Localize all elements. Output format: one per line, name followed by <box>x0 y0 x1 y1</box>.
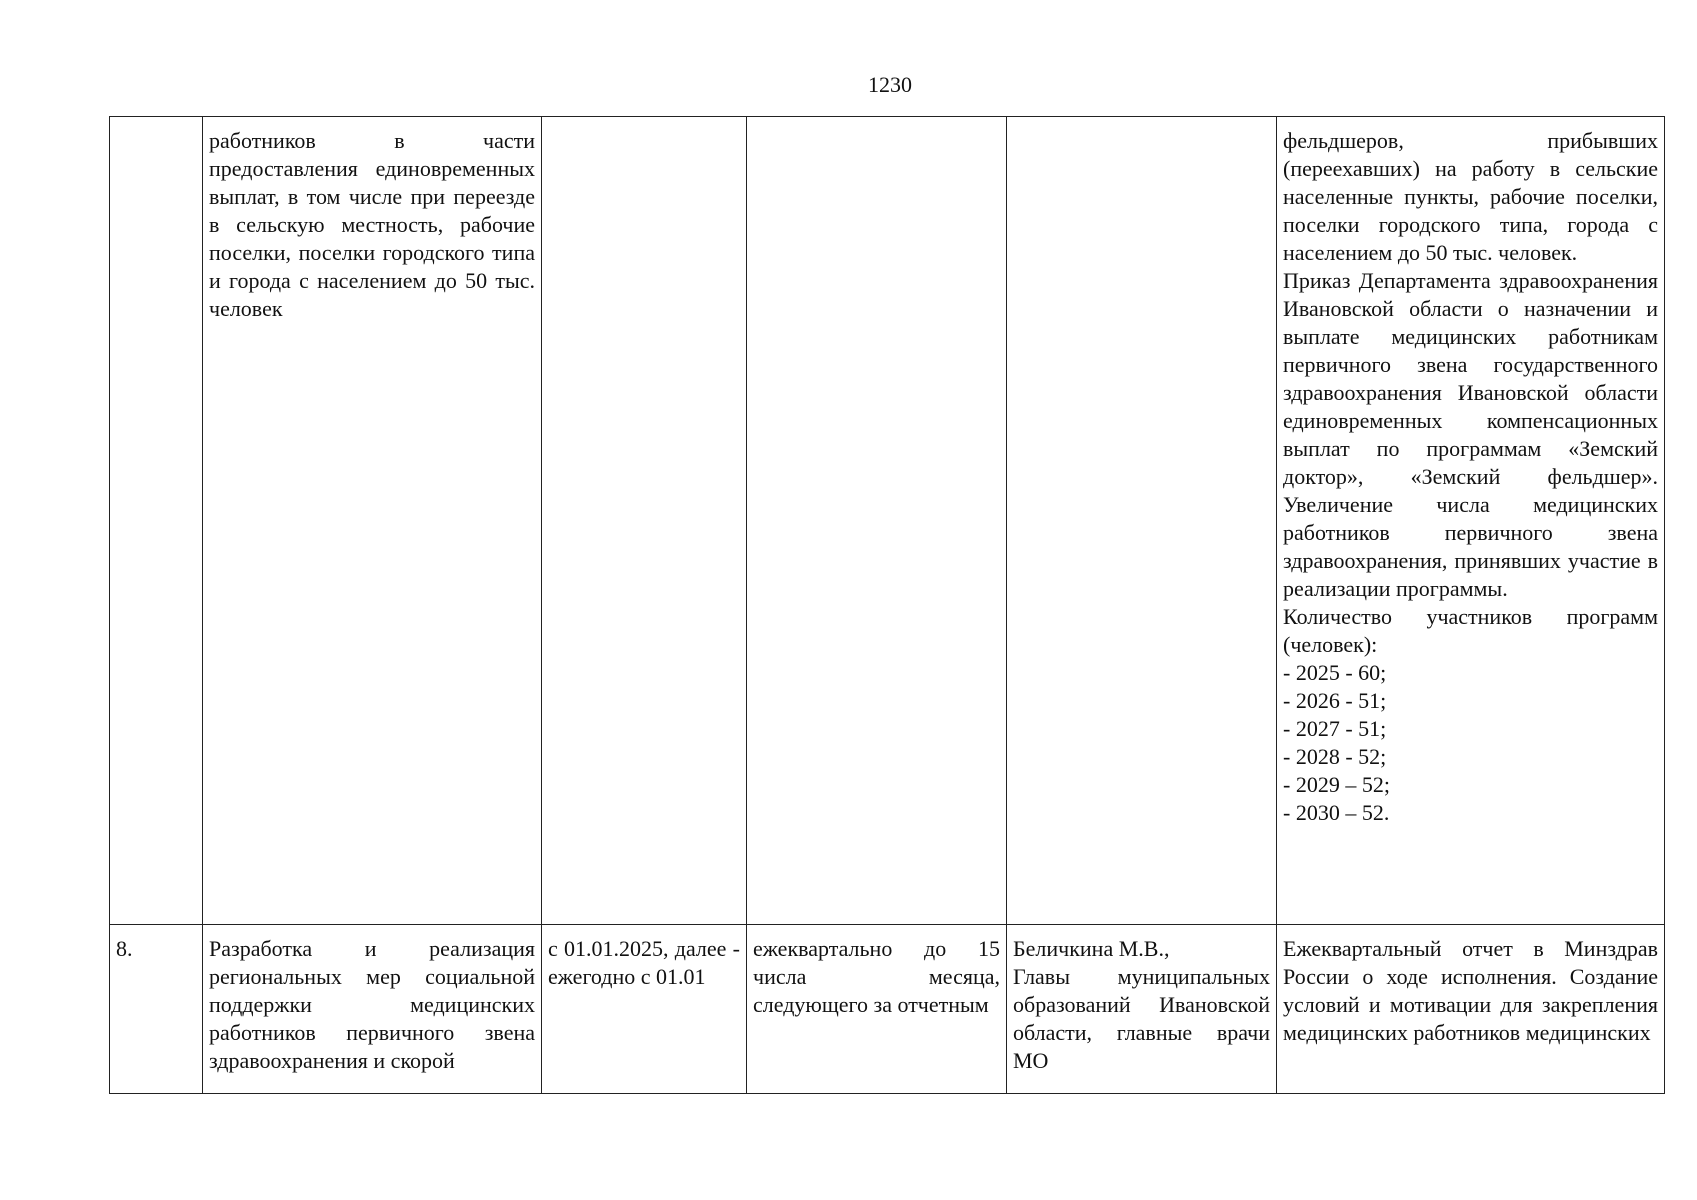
result-paragraph: Приказ Департамента здравоохранения Ивановской области о назначении и выплате медицинских работникам первичного звена государственного здравоохранения Ивановской области единовременных компенсационных выплат по программам «Земский доктор», «Земский фельдшер». Увеличение числа медицинских работников первичного звена здравоохранения, принявших участие в реализации программы. <box>1283 268 1658 601</box>
page-number: 1230 <box>868 72 912 97</box>
responsible-cell <box>1007 925 1277 1094</box>
result-list-item: - 2026 - 51; <box>1283 688 1387 713</box>
result-paragraph: Количество участников программ (человек): <box>1283 604 1658 657</box>
responsible-organizations: Главы муниципальных образований Ивановской области, главные врачи МО <box>1013 964 1270 1073</box>
result-cell: Ежеквартальный отчет в Минздрав России о ходе исполнения. Создание условий и мотивации для закрепления медицинских работников медицинских <box>1277 925 1665 1094</box>
result-list-item: - 2030 – 52. <box>1283 800 1390 825</box>
table-row <box>110 117 1665 925</box>
deadline-cell <box>542 117 747 925</box>
row-number-cell <box>110 117 203 925</box>
result-list-item: - 2025 - 60; <box>1283 660 1387 685</box>
measures-table <box>109 116 1665 1094</box>
result-cell <box>1277 117 1665 925</box>
responsible-cell <box>1007 117 1277 925</box>
deadline-cell: с 01.01.2025, далее - ежегодно с 01.01 <box>542 925 747 1094</box>
responsible-person: Беличкина М.В., <box>1013 936 1170 961</box>
result-list-item: - 2027 - 51; <box>1283 716 1387 741</box>
periodicity-cell: ежеквартально до 15 числа месяца, следующего за отчетным <box>747 925 1007 1094</box>
measure-name-cell: Разработка и реализация региональных мер социальной поддержки медицинских работников первичного звена здравоохранения и скорой <box>203 925 542 1094</box>
row-number-cell: 8. <box>110 925 203 1094</box>
periodicity-cell <box>747 117 1007 925</box>
table-row <box>110 925 1665 1094</box>
measure-name-cell: работников в части предоставления единовременных выплат, в том числе при переезде в сельскую местность, рабочие поселки, поселки городского типа и города с населением до 50 тыс. человек <box>203 117 542 925</box>
result-paragraph: фельдшеров, прибывших (переехавших) на работу в сельские населенные пункты, рабочие поселки, поселки городского типа, города с населением до 50 тыс. человек. <box>1283 128 1658 265</box>
result-list-item: - 2029 – 52; <box>1283 772 1390 797</box>
result-list-item: - 2028 - 52; <box>1283 744 1387 769</box>
